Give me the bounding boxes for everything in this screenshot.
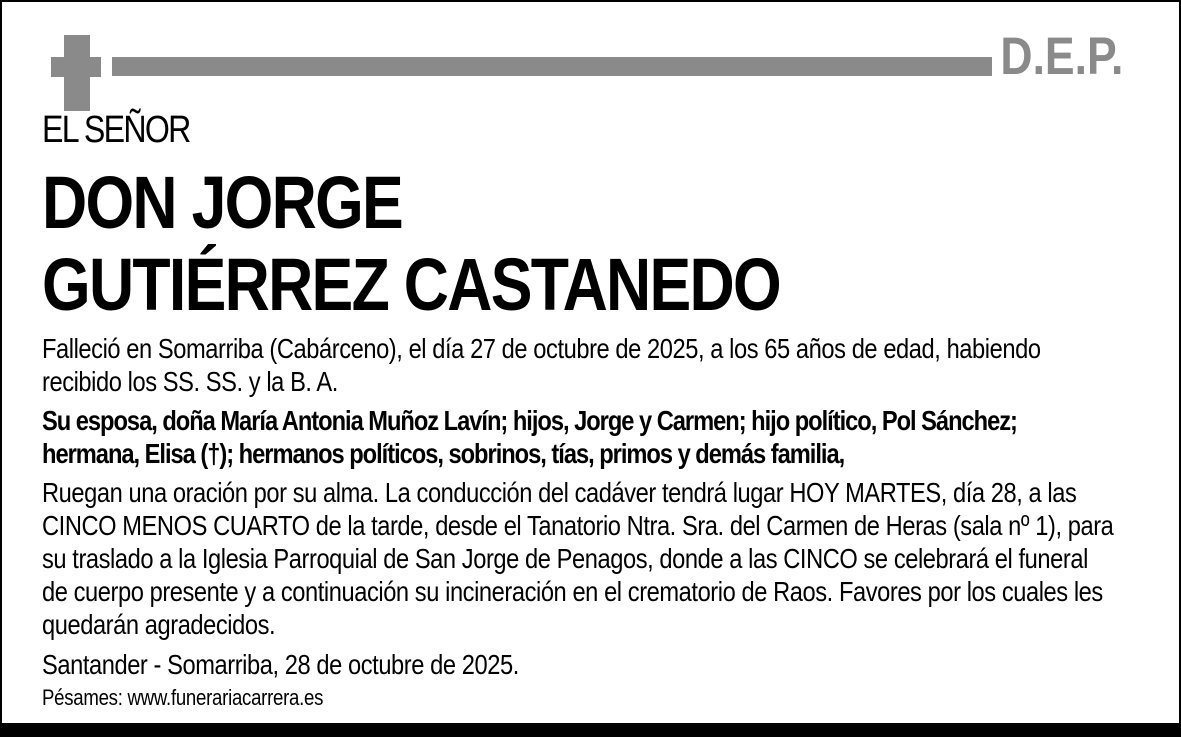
deceased-name-line1: DON JORGE xyxy=(42,161,403,244)
family-paragraph: Su esposa, doña María Antonia Muñoz Lavín; hijos, Jorge y Carmen; hijo político, Pol Sánchez; hermana, Elisa (†); hermanos políticos, sobrinos, tías, primos y demás familia, xyxy=(42,405,1017,469)
dateline: Santander - Somarriba, 28 de octubre de 2025. xyxy=(42,649,519,680)
funeral-announcement-paragraph: Ruegan una oración por su alma. La conducción del cadáver tendrá lugar HOY MARTES, día 28, a las CINCO MENOS CUARTO de la tarde, desde el Tanatorio Ntra. Sra. del Carmen de Heras (sala nº 1), para su traslado a la Iglesia Parroquial de San Jorge de Penagos, donde a las CINCO se celebrará el funeral de cuerpo presente y a continuación su incineración en el crematorio de Raos. Favores por los cuales les quedarán agradecidos. xyxy=(42,477,1114,640)
header-rule xyxy=(112,57,992,76)
deceased-name-line2: GUTIÉRREZ CASTANEDO xyxy=(42,243,780,326)
dep-label: D.E.P. xyxy=(1000,27,1123,86)
cross-icon-horizontal-bar xyxy=(51,57,101,77)
honorific: EL SEÑOR xyxy=(42,109,190,151)
deceased-name xyxy=(42,162,1115,326)
condolences-url: Pésames: www.funerariacarrera.es xyxy=(42,685,324,710)
obituary-body xyxy=(42,110,1115,711)
death-notice-paragraph: Falleció en Somarriba (Cabárceno), el día 27 de octubre de 2025, a los 65 años de edad, habiendo recibido los SS. SS. y la B. A. xyxy=(42,333,1041,397)
